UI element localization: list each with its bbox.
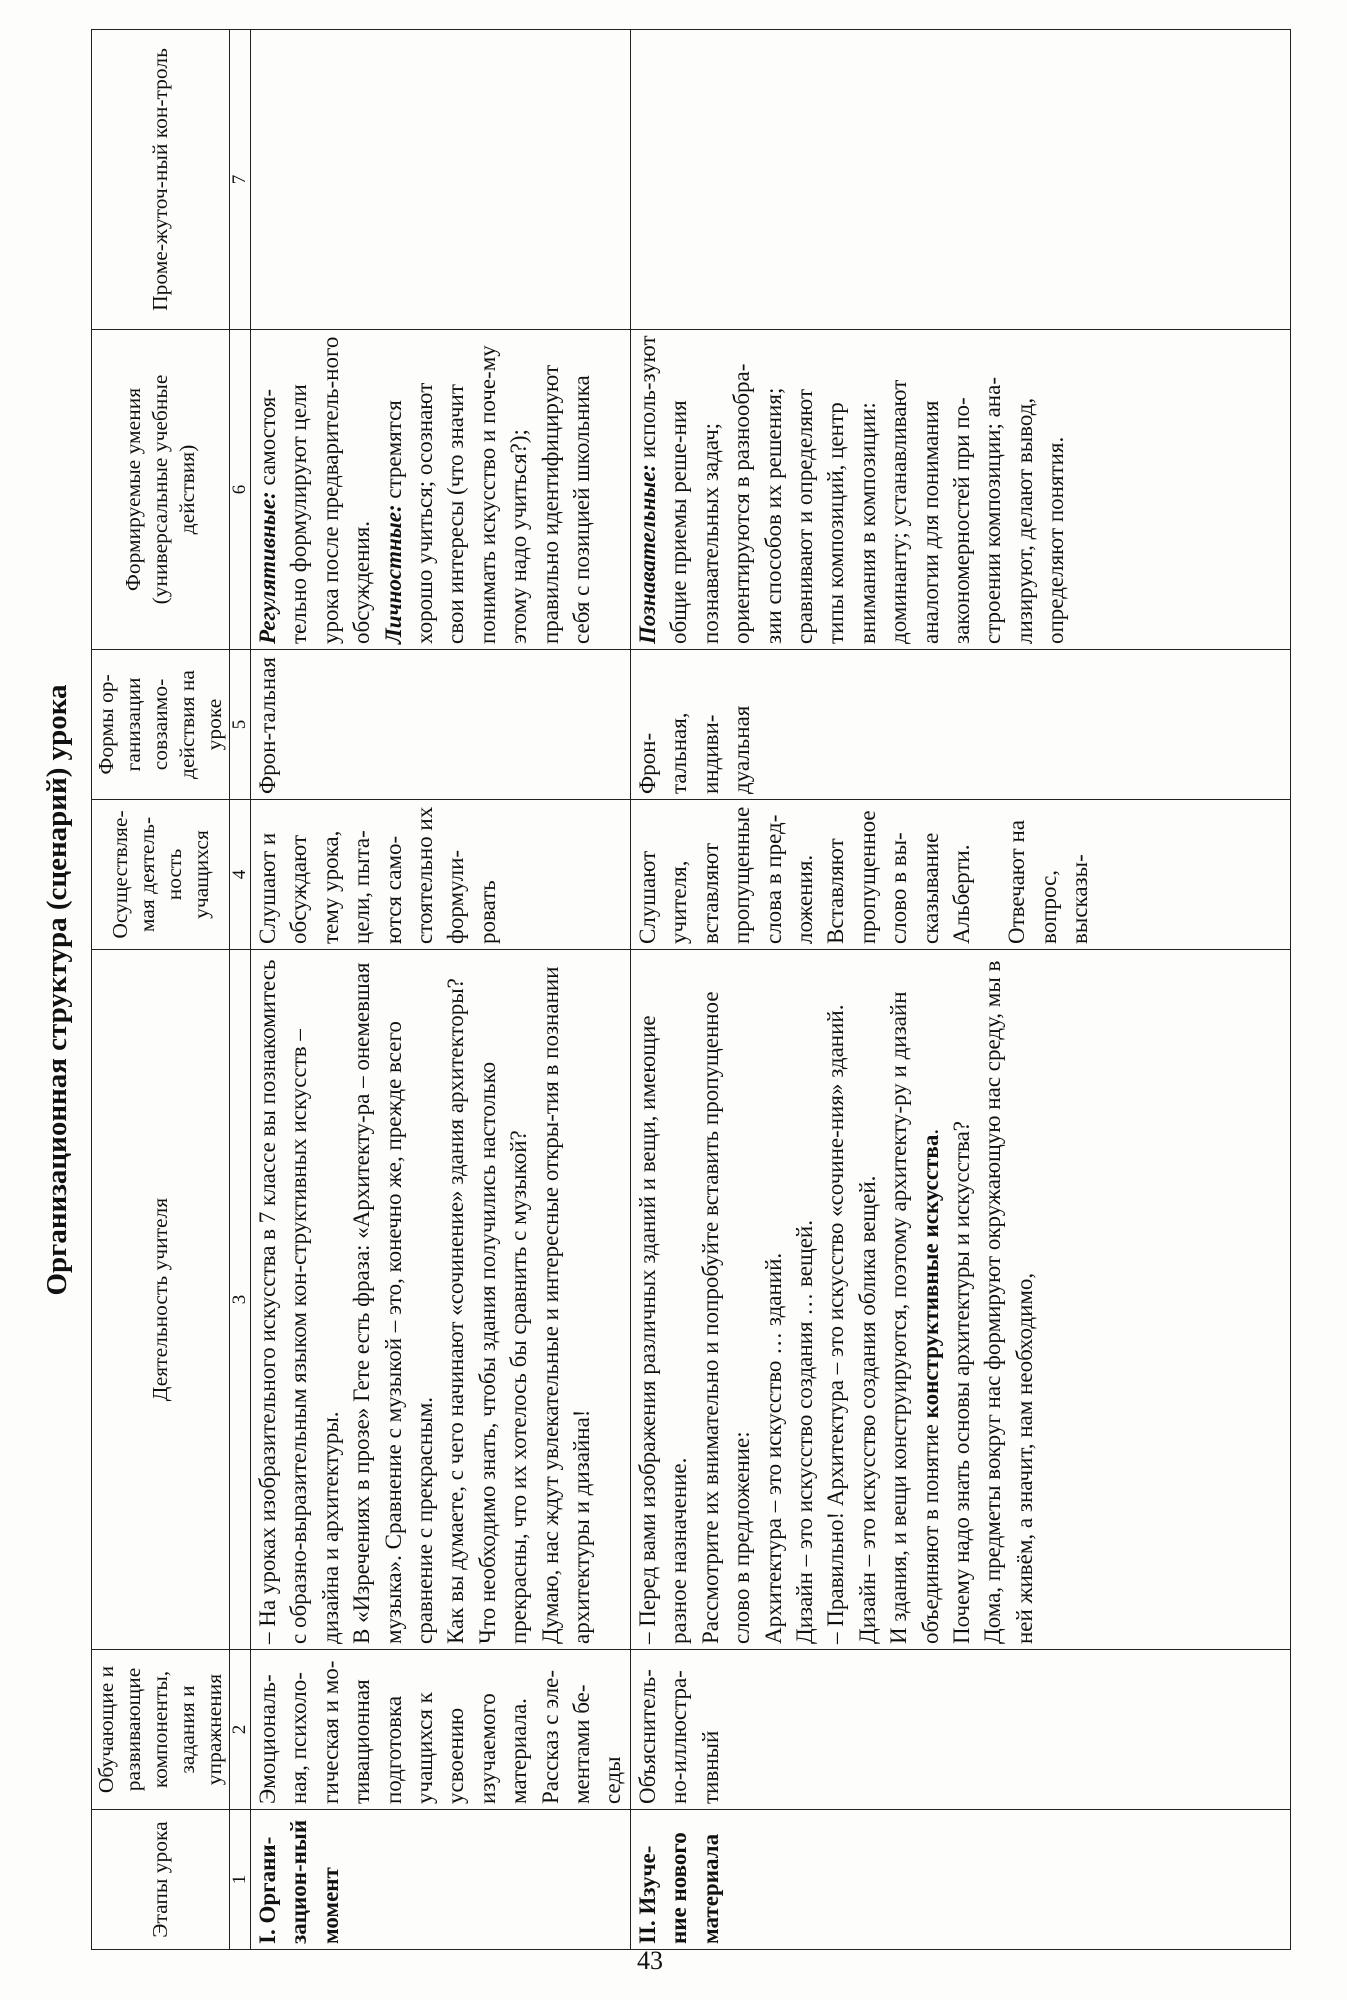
teacher-paragraph: Дизайн – это искусство создания … вещей. xyxy=(791,1220,817,1644)
teacher-cell xyxy=(251,950,631,1650)
teacher-paragraph: Почему надо знать основы архитектуры и искусства? xyxy=(948,1121,974,1644)
skills-cell xyxy=(251,330,631,650)
col-number: 2 xyxy=(230,1650,251,1810)
page-title: Организационная структура (сценарий) урока xyxy=(41,684,73,1296)
header-control: Проме-жуточ-ный кон-троль xyxy=(92,30,230,330)
control-cell xyxy=(251,30,631,330)
table-header-row xyxy=(92,30,230,1950)
header-teacher: Деятельность учителя xyxy=(92,950,230,1650)
skills-paragraph xyxy=(378,335,598,644)
teacher-paragraph: – На уроках изобразительного искусства в 7 классе вы познакомитесь с образно-выразительным языком кон-структивных искусств – дизайна и архитектуры. xyxy=(255,959,343,1644)
teacher-paragraph: – Правильно! Архитектура – это искусство «сочине-ния» зданий. Дизайн – это искусство создания облика вещей. xyxy=(823,1004,880,1644)
students-cell xyxy=(630,800,1290,950)
header-skills: Формируемые умения (универсальные учебные действия) xyxy=(92,330,230,650)
skills-label: Познавательные: xyxy=(634,463,660,644)
teacher-paragraph: В «Изречениях в прозе» Гете есть фраза: «Архитекту-ра – онемевшая музыка». Сравнение с музыкой – это, конечно же, прежде всего сравнение с прекрасным. xyxy=(349,962,438,1644)
skills-label: Регулятивные: xyxy=(255,491,280,644)
col-number: 3 xyxy=(230,950,251,1650)
teacher-text: . xyxy=(917,1128,943,1135)
skills-cell xyxy=(630,330,1290,650)
col-number: 4 xyxy=(230,800,251,950)
students-paragraph: Слушают учителя, вставляют пропущенные слова в пред-ложения. Вставляют пропущенное слово в вы-сказывание Альберти. xyxy=(634,806,974,944)
teacher-paragraph xyxy=(883,955,946,1644)
header-students: Осуществляе-мая деятель-ность учащихся xyxy=(92,800,230,950)
skills-paragraph xyxy=(252,335,378,644)
teacher-paragraph: Рассмотрите их внимательно и попробуйте вставить пропущенное слово в предложение: xyxy=(697,991,755,1644)
col-number: 1 xyxy=(230,1810,251,1950)
students-cell: Слушают и обсуждают тему урока, цели, пыта-ются само-стоятельно их формули-ровать xyxy=(251,800,631,950)
forms-cell: Фрон-тальная xyxy=(251,650,631,800)
components-cell: Объяснитель-но-иллюстра-тивный xyxy=(630,1650,1290,1810)
teacher-cell xyxy=(630,950,1290,1650)
table-row xyxy=(251,30,631,1950)
col-number: 5 xyxy=(230,650,251,800)
page-number: 43 xyxy=(637,1946,663,1975)
forms-cell: Фрон-тальная, индиви-дуальная xyxy=(630,650,1290,800)
skills-text: стремятся хорошо учиться; осознают свои интересы (что значит понимать искусство и поче-му этому надо учиться?); правильно идентифицируют себя с позицией школьника xyxy=(380,345,595,644)
students-paragraph: Отвечают на вопрос, высказы- xyxy=(1004,820,1093,944)
header-stages: Этапы урока xyxy=(92,1810,230,1950)
teacher-paragraph: – Перед вами изображения различных зданий и вещи, имеющие разное назначение. xyxy=(634,1015,692,1644)
header-components: Обучающие и развивающие компоненты, задания и упражнения xyxy=(92,1650,230,1810)
lesson-structure-table xyxy=(91,29,1291,1950)
stage-cell: II. Изуче-ние нового материала xyxy=(630,1810,1290,1950)
col-number: 6 xyxy=(230,330,251,650)
teacher-paragraph: Думаю, нас ждут увлекательные и интересные откры-тия в познании архитектуры и дизайна! xyxy=(537,966,595,1644)
teacher-paragraph: Архитектура – это искусство … зданий. xyxy=(760,1252,786,1644)
components-cell: Эмоциональ-ная, психоло-гическая и мо-тивационная подготовка учащихся к усвоению изучаемого материала. Рассказ с эле-ментами бе-седы xyxy=(251,1650,631,1810)
skills-paragraph xyxy=(632,335,1072,644)
table-row xyxy=(630,30,1290,1950)
rotated-page-content xyxy=(36,30,1311,1950)
stage-cell: I. Органи-зацион-ный момент xyxy=(251,1810,631,1950)
teacher-text: И здания, и вещи конструируются, поэтому архитекту-ру и дизайн объединяют в понятие xyxy=(886,991,943,1644)
teacher-bold-term: конструктивные искусства xyxy=(917,1134,943,1419)
teacher-paragraph: Дома, предметы вокруг нас формируют окружающую нас среду, мы в ней живём, а значит, нам необходимо, xyxy=(980,960,1037,1644)
skills-label: Личностные: xyxy=(380,504,406,644)
header-forms: Формы ор-ганизации совзаимо-действия на уроке xyxy=(92,650,230,800)
col-number: 7 xyxy=(230,30,251,330)
control-cell xyxy=(630,30,1290,330)
skills-text: исполь-зуют общие приемы реше-ния познавательных задач; ориентируются в разнообра-зии способов их решения; сравнивают и определяют типы композиций, центр внимания в композиции: доминанту; устанавливают аналогии для понимания закономерностей при по-строении композиции; ана-лизируют, делают вывод, определяют понятия. xyxy=(634,335,1069,644)
column-numbers-row xyxy=(230,30,251,1950)
skills-text: самостоя-тельно формулируют цели урока после предваритель-ного обсуждения. xyxy=(255,336,375,644)
teacher-paragraph: Как вы думаете, с чего начинают «сочинение» здания архитекторы? Что необходимо знать, чтобы здания получились настолько прекрасны, что их хотелось бы сравнить с музыкой? xyxy=(443,978,532,1644)
